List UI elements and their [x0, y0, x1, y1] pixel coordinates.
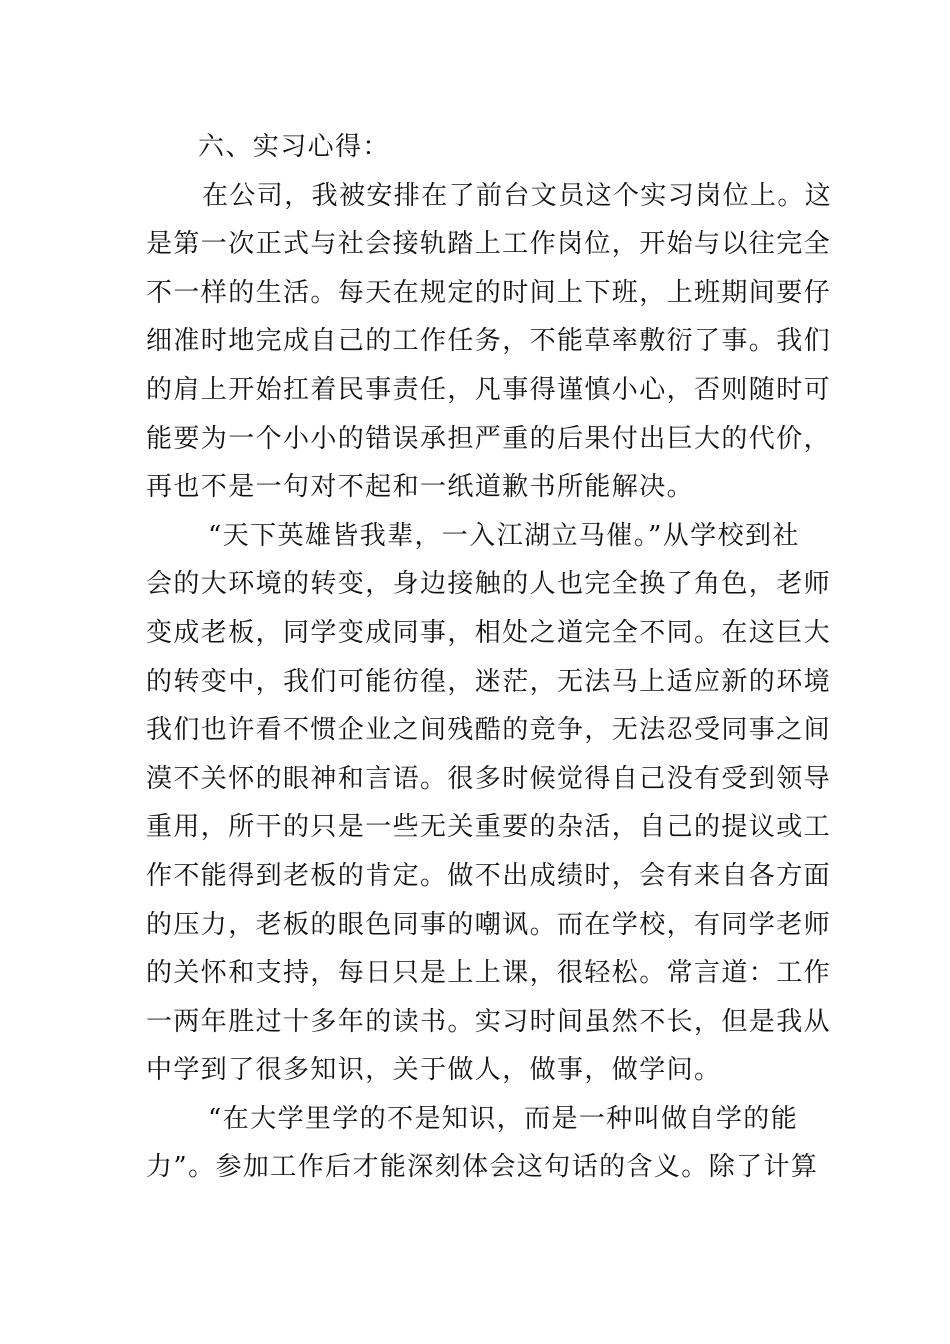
paragraph-line: “天下英雄皆我辈，一入江湖立马催。”从学校到社 — [208, 520, 800, 551]
paragraph-line: 的关怀和支持，每日只是上上课，很轻松。常言道：工作 — [146, 958, 832, 989]
paragraph-2 — [146, 512, 832, 1095]
paragraph-line: 的转变中，我们可能彷徨，迷茫，无法马上适应新的环境 — [146, 666, 832, 697]
paragraph-1 — [146, 172, 833, 512]
paragraph-line: 不一样的生活。每天在规定的时间上下班，上班期间要仔 — [146, 277, 832, 308]
paragraph-line: 一两年胜过十多年的读书。实习时间虽然不长，但是我从 — [146, 1006, 832, 1037]
paragraph-line: 漠不关怀的眼神和言语。很多时候觉得自己没有受到领导 — [146, 763, 832, 794]
paragraph-line: 能要为一个小小的错误承担严重的后果付出巨大的代价， — [146, 423, 832, 454]
paragraph-line: 细准时地完成自己的工作任务，不能草率敷衍了事。我们 — [146, 326, 832, 357]
paragraph-line: 再也不是一句对不起和一纸道歉书所能解决。 — [146, 472, 695, 503]
paragraph-line: 在公司，我被安排在了前台文员这个实习岗位上。这 — [202, 180, 833, 211]
paragraph-line: 的压力，老板的眼色同事的嘲讽。而在学校，有同学老师 — [146, 909, 832, 940]
paragraph-line: 我们也许看不惯企业之间残酷的竞争，无法忍受同事之间 — [146, 715, 832, 746]
paragraph-line: 的肩上开始扛着民事责任，凡事得谨慎小心，否则随时可 — [146, 374, 832, 405]
paragraph-line: 会的大环境的转变，身边接触的人也完全换了角色，老师 — [146, 569, 832, 600]
paragraph-line: 力”。参加工作后才能深刻体会这句话的含义。除了计算 — [146, 1152, 819, 1183]
paragraph-line: “在大学里学的不是知识，而是一种叫做自学的能 — [208, 1103, 799, 1134]
paragraph-3 — [146, 1095, 819, 1192]
paragraph-line: 作不能得到老板的肯定。做不出成绩时，会有来自各方面 — [146, 860, 832, 891]
paragraph-line: 是第一次正式与社会接轨踏上工作岗位，开始与以往完全 — [146, 229, 832, 260]
paragraph-line: 中学到了很多知识，关于做人，做事，做学问。 — [146, 1055, 722, 1086]
section-heading: 六、实习心得： — [198, 132, 390, 162]
paragraph-line: 变成老板，同学变成同事，相处之道完全不同。在这巨大 — [146, 617, 832, 648]
document-body — [146, 123, 833, 1192]
paragraph-line: 重用，所干的只是一些无关重要的杂活，自己的提议或工 — [146, 812, 832, 843]
